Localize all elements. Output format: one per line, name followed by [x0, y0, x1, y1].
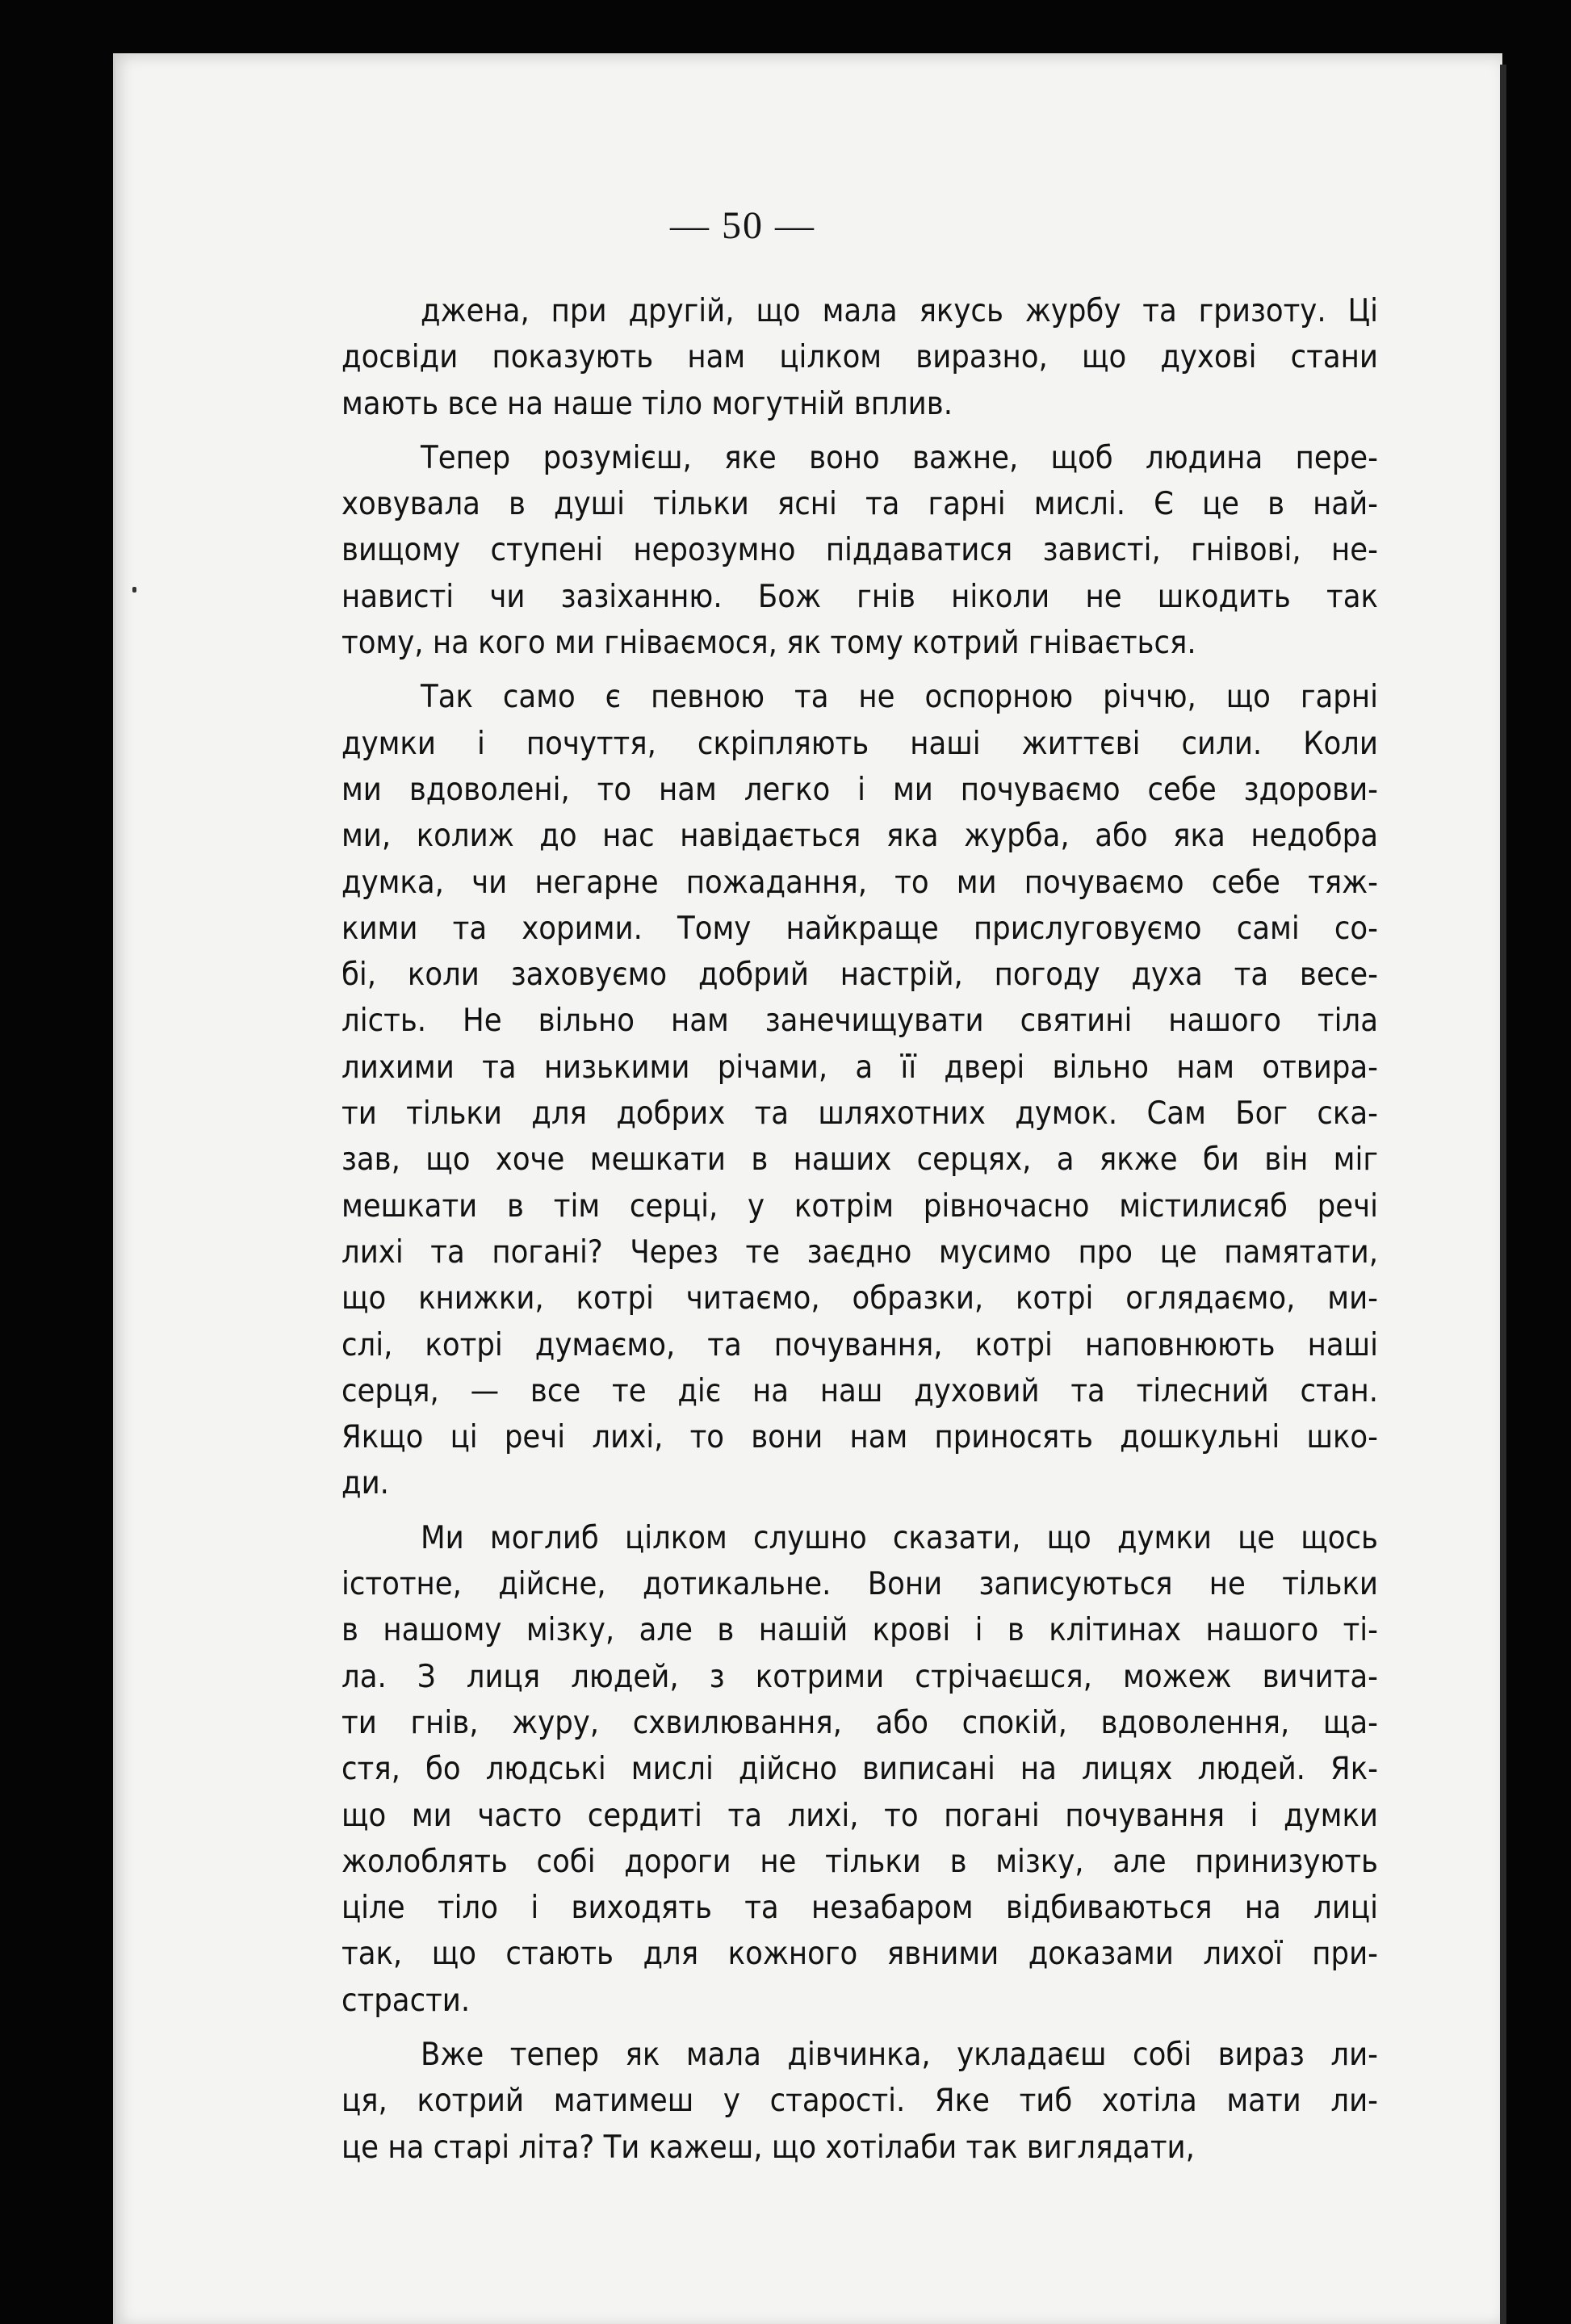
text-line: Ми моглиб цілком слушно сказати, що думки це щось: [421, 1518, 1378, 1556]
text-line: Якщо ці речі лихі, то вони нам приносять дошкульні шко-: [341, 1418, 1378, 1456]
text-line: істотне, дійсне, дотикальне. Вони записуються не тільки: [341, 1565, 1378, 1603]
text-line: Вже тепер як мала дівчинка, укладаєш собі вираз ли-: [421, 2035, 1378, 2073]
text-line: ми, колиж до нас навідається яка журба, або яка недобра: [341, 817, 1378, 855]
paragraph: [341, 674, 1378, 1506]
paragraph: [341, 288, 1378, 427]
text-line: ми вдоволені, то нам легко і ми почуваємо себе здорови-: [341, 770, 1378, 808]
text-line: слі, котрі думаємо, та почування, котрі наповнюють наші: [341, 1325, 1378, 1363]
paragraph-gap: [341, 2024, 1378, 2032]
paragraph-gap: [341, 427, 1378, 435]
text-line: думка, чи негарне пожадання, то ми почуваємо себе тяж-: [341, 863, 1378, 901]
text-line: Так само є певною та не оспорною річчю, що гарні: [421, 678, 1378, 716]
text-line: ця, котрий матимеш у старості. Яке тиб хотіла мати ли-: [341, 2082, 1378, 2120]
page-edge-shadow: [1500, 65, 1506, 2324]
text-line: бі, коли заховуємо добрий настрій, погоду духа та весе-: [341, 956, 1378, 994]
text-line: що книжки, котрі читаємо, образки, котрі оглядаємо, ми-: [341, 1279, 1378, 1317]
text-line: кими та хорими. Тому найкраще прислуговуємо самі со-: [341, 909, 1378, 947]
paragraph-gap: [341, 666, 1378, 674]
text-line: лихими та низькими річами, а її двері вільно нам отвира-: [341, 1048, 1378, 1086]
text-line: Тепер розумієш, яке воно важне, щоб людина пере-: [421, 438, 1378, 476]
text-line: ти тільки для добрих та шляхотних думок. Сам Бог ска-: [341, 1095, 1378, 1133]
text-line: лихі та погані? Через те заєдно мусимо про це памятати,: [341, 1233, 1378, 1271]
text-line: тому, на кого ми гніваємося, як тому котрий гнівається.: [341, 624, 1196, 662]
text-line: думки і почуття, скріпляють наші життєві сили. Коли: [341, 724, 1378, 762]
text-line: мають все на наше тіло могутній вплив.: [341, 384, 953, 422]
ink-speck: [132, 587, 136, 593]
text-line: мешкати в тім серці, у котрім рівночасно містилисяб речі: [341, 1187, 1378, 1225]
text-line: джена, при другій, що мала якусь журбу та гризоту. Ці: [421, 292, 1378, 329]
text-line: ти гнів, журу, схвилювання, або спокій, вдоволення, ща-: [341, 1703, 1378, 1741]
text-line: досвіди показують нам цілком виразно, що духові стани: [341, 338, 1378, 376]
text-line: ла. З лиця людей, з котрими стрічаєшся, можеж вичита-: [341, 1657, 1378, 1695]
text-line: ди.: [341, 1464, 389, 1502]
text-line: зав, що хоче мешкати в наших серцях, а якже би він міг: [341, 1141, 1378, 1179]
text-line: це на старі літа? Ти кажеш, що хотілаби так виглядати,: [341, 2128, 1195, 2166]
text-line: так, що стають для кожного явними доказами лихої при-: [341, 1935, 1378, 1973]
page-number: — 50 —: [670, 204, 815, 247]
paragraph: [341, 2032, 1378, 2171]
paragraph: [341, 1515, 1378, 2024]
text-line: в нашому мізку, але в нашій крові і в клітинах нашого ті-: [341, 1611, 1378, 1649]
body-text: [341, 288, 1378, 2171]
text-line: серця, — все те діє на наш духовий та тілесний стан.: [341, 1371, 1378, 1409]
text-line: стя, бо людські мислі дійсно виписані на лицях людей. Як-: [341, 1750, 1378, 1788]
paragraph: [341, 435, 1378, 666]
text-line: нависті чи зазіханню. Бож гнів ніколи не шкодить так: [341, 577, 1378, 615]
paragraph-gap: [341, 1507, 1378, 1515]
text-line: жолоблять собі дороги не тільки в мізку, але принизують: [341, 1842, 1378, 1880]
text-line: ховувала в душі тільки ясні та гарні мислі. Є це в най-: [341, 485, 1378, 523]
text-line: що ми часто сердиті та лихі, то погані почування і думки: [341, 1796, 1378, 1834]
text-line: ціле тіло і виходять та незабаром відбиваються на лиці: [341, 1889, 1378, 1927]
text-line: вищому ступені нерозумно піддаватися зависті, гнівові, не-: [341, 531, 1378, 569]
text-line: лість. Не вільно нам занечищувати святині нашого тіла: [341, 1002, 1378, 1040]
text-line: страсти.: [341, 1981, 471, 2019]
